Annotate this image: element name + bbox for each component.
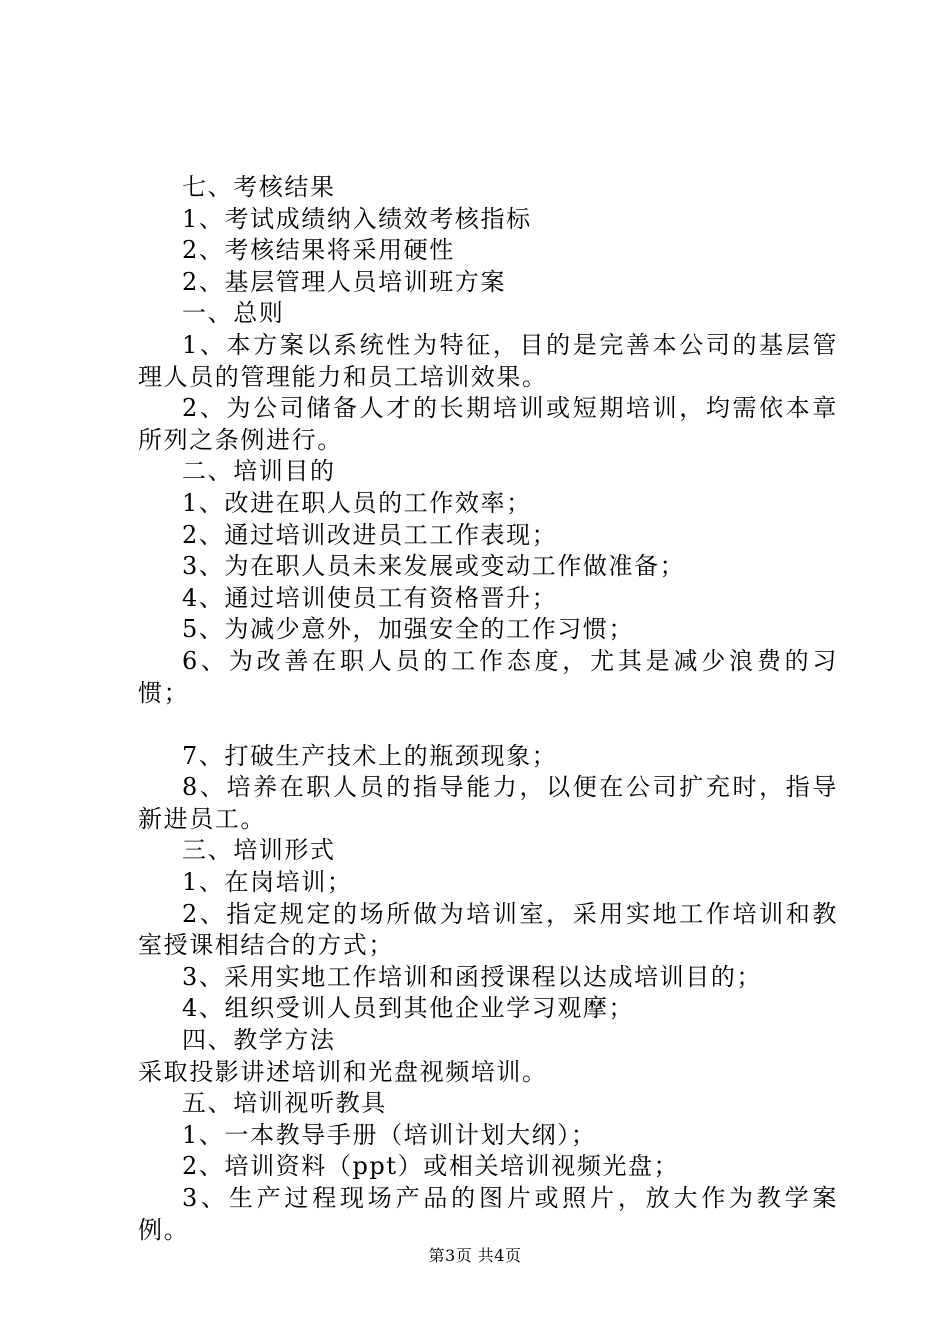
document-body (138, 172, 838, 1246)
list-item: 3、采用实地工作培训和函授课程以达成培训目的； (182, 962, 763, 991)
list-item: 8、培养在职人员的指导能力，以便在公司扩充时，指导新进员工。 (138, 773, 838, 833)
paragraph-heading-7: 七、考核结果 (182, 173, 336, 201)
paragraph: 1、本方案以系统性为特征，目的是完善本公司的基层管理人员的管理能力和员工培训效果。 (138, 330, 838, 391)
section-heading-1: 一、总则 (182, 299, 285, 328)
list-item: 1、改进在职人员的工作效率； (182, 488, 532, 517)
paragraph: 2、考核结果将采用硬性 (182, 236, 455, 265)
list-item: 4、通过培训使员工有资格晋升； (182, 583, 558, 612)
list-item: 7、打破生产技术上的瓶颈现象； (182, 741, 558, 770)
list-item: 3、生产过程现场产品的图片或照片，放大作为教学案例。 (138, 1184, 838, 1244)
section-heading-4: 四、教学方法 (182, 1026, 336, 1055)
list-item: 4、组织受训人员到其他企业学习观摩； (182, 994, 635, 1023)
list-item: 2、培训资料（ppt）或相关培训视频光盘； (182, 1152, 680, 1181)
paragraph: 2、为公司储备人才的长期培训或短期培训，均需依本章所列之条例进行。 (138, 394, 838, 454)
list-item: 3、为在职人员未来发展或变动工作做准备； (182, 552, 686, 581)
list-item: 2、指定规定的场所做为培训室，采用实地工作培训和教室授课相结合的方式； (138, 899, 838, 960)
list-item: 1、在岗培训； (182, 868, 353, 897)
paragraph: 1、考试成绩纳入绩效考核指标 (182, 204, 532, 233)
section-heading-5: 五、培训视听教具 (182, 1089, 387, 1118)
paragraph-title: 2、基层管理人员培训班方案 (182, 267, 507, 296)
list-item: 2、通过培训改进员工工作表现； (182, 520, 558, 549)
paragraph: 采取投影讲述培训和光盘视频培训。 (138, 1057, 548, 1086)
blank-line (138, 709, 838, 741)
page-footer: 第3页 共4页 (428, 1246, 522, 1265)
list-item: 6、为改善在职人员的工作态度，尤其是减少浪费的习惯； (138, 646, 838, 707)
section-heading-3: 三、培训形式 (182, 836, 336, 865)
list-item: 5、为减少意外，加强安全的工作习惯； (182, 615, 635, 644)
list-item: 1、一本教导手册（培训计划大纲）； (182, 1120, 597, 1149)
section-heading-2: 二、培训目的 (182, 457, 336, 486)
